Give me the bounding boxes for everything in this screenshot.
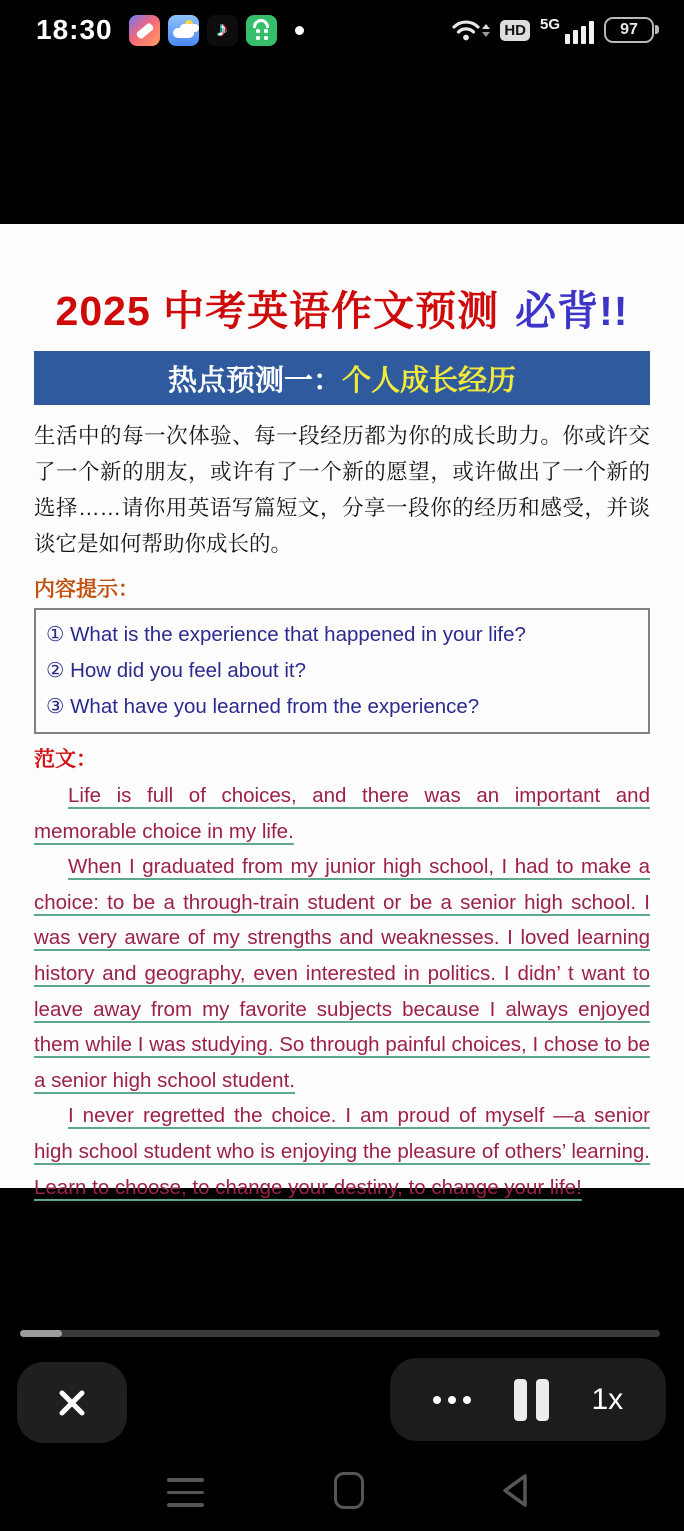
pause-button[interactable]	[514, 1379, 549, 1421]
close-icon	[54, 1385, 90, 1421]
status-indicators	[452, 17, 654, 44]
paint-app-icon	[129, 15, 160, 46]
nav-back-button[interactable]	[498, 1472, 532, 1512]
essay-paragraph: I never regretted the choice. I am proud of myself —a senior high school student who is enjoying the pleasure of others’ learning. Learn to choose, to change your destiny, to change your life!	[34, 1104, 650, 1199]
hint-item: ② How did you feel about it?	[46, 659, 306, 682]
video-progress-bar[interactable]	[20, 1330, 660, 1337]
nav-home-button[interactable]	[334, 1472, 364, 1509]
wifi-dual-channel-arrows-icon	[482, 24, 490, 37]
status-time: 18:30	[36, 14, 113, 45]
video-progress-fill	[20, 1330, 62, 1337]
hd-volte-badge: HD	[500, 20, 530, 41]
page-title-accent: 必背!!	[515, 288, 629, 334]
status-bar	[0, 0, 684, 60]
wifi-icon	[452, 19, 490, 41]
essay-paragraph: Life is full of choices, and there was an important and memorable choice in my life.	[34, 784, 650, 843]
topic-banner-topic: 个人成长经历	[342, 364, 517, 397]
weather-app-icon	[168, 15, 199, 46]
notification-icons	[129, 15, 304, 46]
back-triangle-icon	[498, 1472, 532, 1509]
content-hints-label: 内容提示：	[34, 578, 139, 601]
topic-banner	[34, 351, 650, 405]
page-title	[34, 278, 650, 337]
tiktok-app-icon: ♪	[207, 15, 238, 46]
sample-essay	[34, 778, 650, 1205]
hint-item: ① What is the experience that happened in your life?	[46, 623, 526, 646]
more-options-icon[interactable]	[433, 1396, 471, 1404]
content-hints-box	[34, 608, 650, 734]
writing-prompt-paragraph: 生活中的每一次体验、每一段经历都为你的成长助力。你或许交了一个新的朋友，或许有了一个新的愿望，或许做出了一个新的选择……请你用英语写篇短文，分享一段你的经历和感受，并谈谈它是如何帮助你成长的。	[34, 424, 650, 556]
battery-indicator	[604, 17, 654, 43]
page-title-main: 2025 中考英语作文预测	[55, 288, 500, 334]
network-type-label: 5G	[539, 15, 560, 33]
sample-essay-label: 范文：	[34, 748, 97, 771]
essay-paragraph: When I graduated from my junior high school, I had to make a choice: to be a through-train student or be a senior high school. I was very aware of my strengths and weaknesses. I loved learning history and geography, even interested in politics. I didn’ t want to leave away from my favorite subjects because I always enjoyed them while I was studying. So through painful choices, I chose to be a senior high school student.	[34, 855, 650, 1092]
playback-speed-button[interactable]: 1x	[591, 1382, 624, 1416]
battery-percent: 97	[620, 21, 638, 38]
player-controls-panel	[390, 1358, 666, 1441]
notification-dot-icon	[295, 26, 304, 35]
nav-recents-button[interactable]	[167, 1478, 204, 1507]
close-video-button[interactable]	[17, 1362, 127, 1443]
video-frame-document[interactable]	[0, 224, 684, 1199]
topic-banner-label: 热点预测一：	[167, 364, 342, 397]
cellular-signal-icon	[540, 17, 594, 44]
pause-icon	[536, 1379, 549, 1421]
pause-icon	[514, 1379, 527, 1421]
app-market-icon	[246, 15, 277, 46]
hint-item: ③ What have you learned from the experience?	[46, 695, 480, 718]
